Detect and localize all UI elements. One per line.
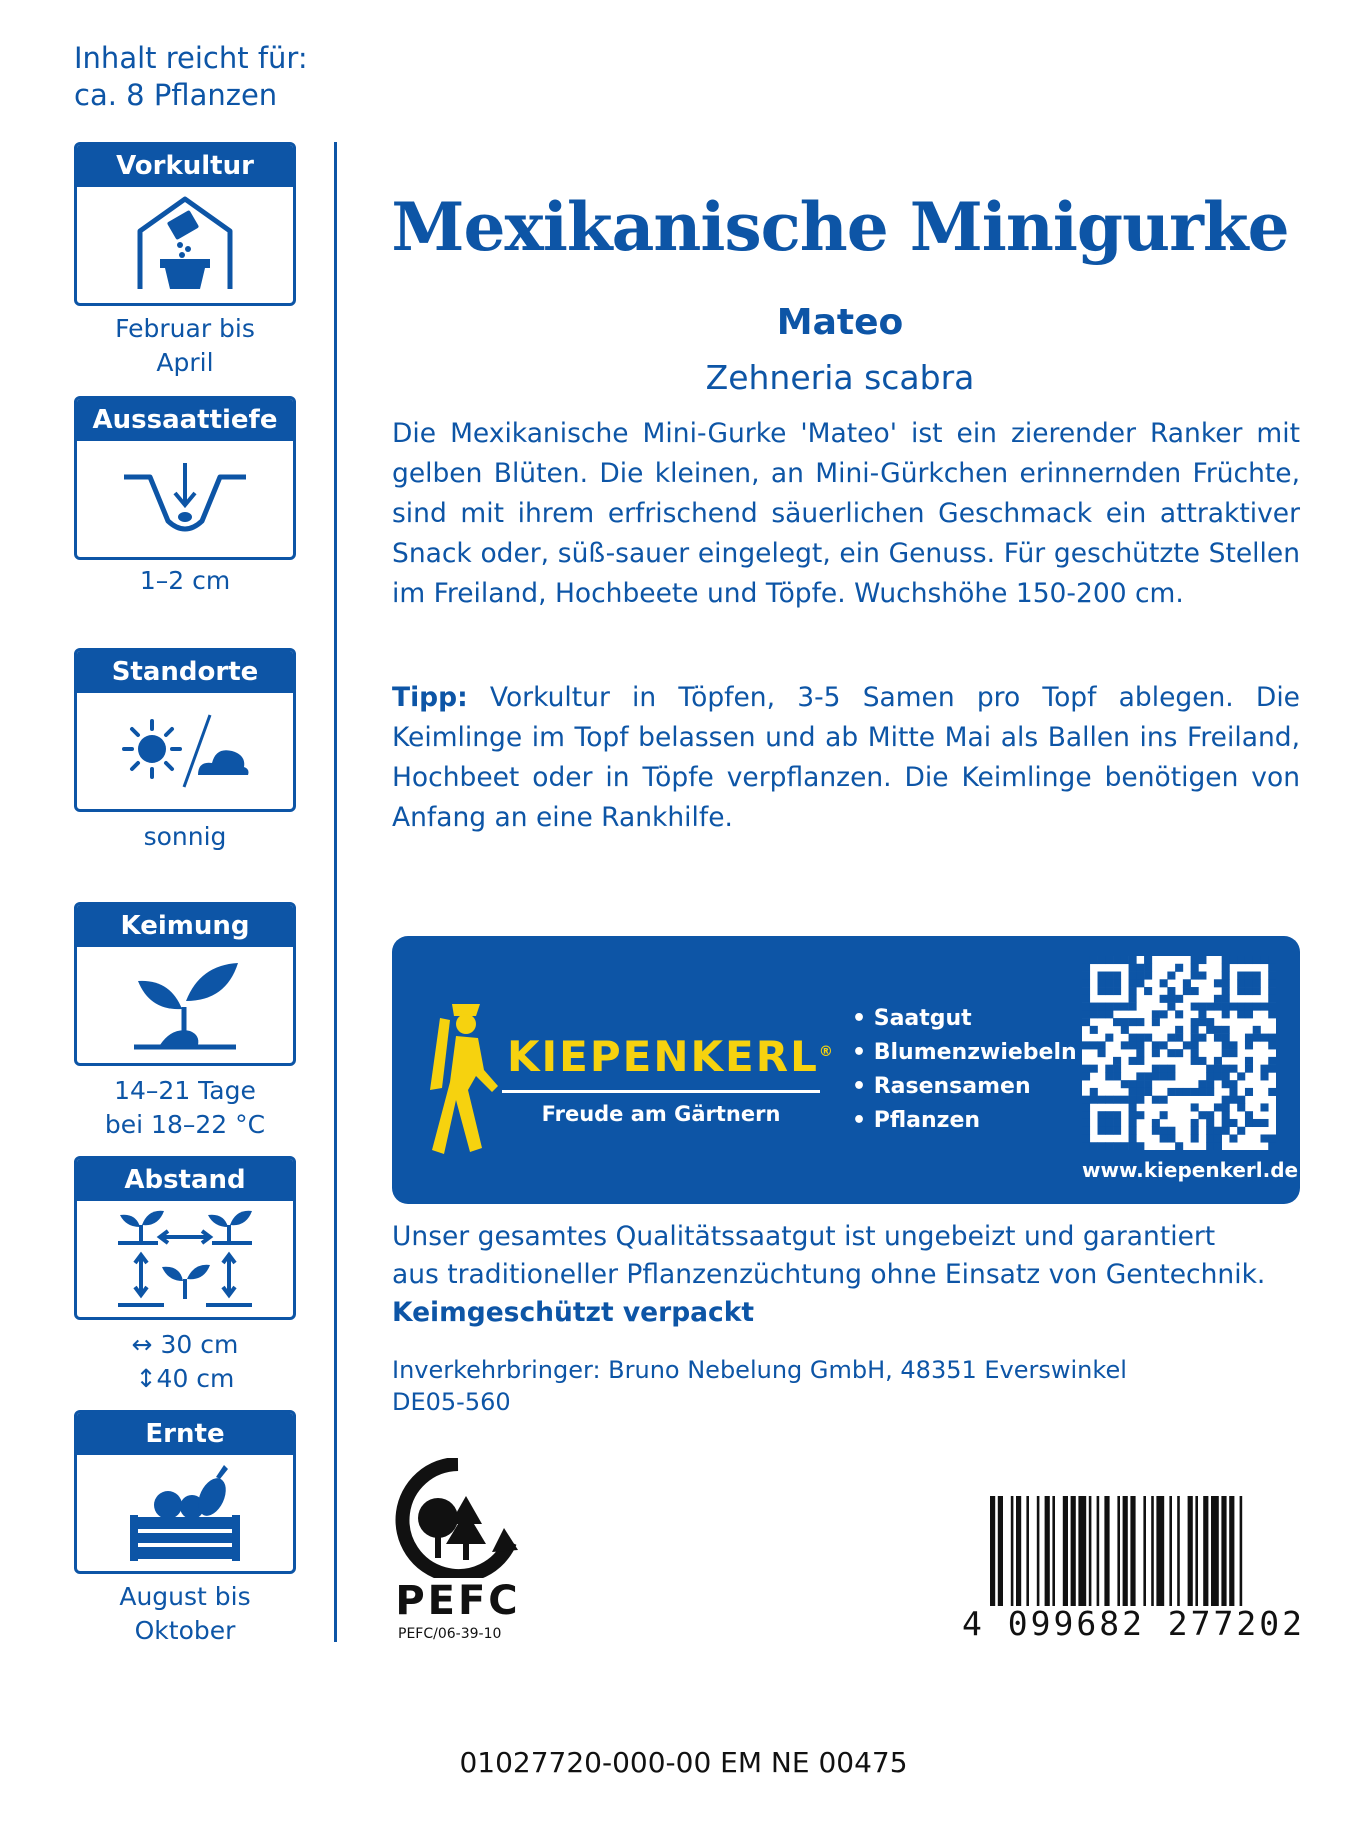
- list-item: • Pflanzen: [852, 1108, 981, 1133]
- brand-banner: [392, 936, 1300, 1204]
- card-sowing-depth: [74, 396, 296, 560]
- brand-underline: [502, 1090, 820, 1093]
- horizontal-arrow-icon: ↔: [131, 1330, 153, 1359]
- brand-name: KIEPENKERL®: [507, 1032, 835, 1081]
- list-item: • Blumenzwiebeln: [852, 1040, 1077, 1065]
- quality-statement: Unser gesamtes Qualitätssaatgut ist ungebeizt und garantiert aus traditioneller Pflanzenzüchtung ohne Einsatz von Gentechnik. Keimgeschützt verpackt: [392, 1218, 1312, 1332]
- plant-spacing-icon: [110, 1207, 260, 1311]
- product-latin-name: Zehneria scabra: [705, 358, 975, 397]
- card-title: Aussaattiefe: [77, 399, 293, 441]
- content-note-line2: ca. 8 Pflanzen: [74, 78, 278, 112]
- pefc-name: PEFC: [395, 1578, 521, 1624]
- card-pre-cultivation: [74, 142, 296, 306]
- card-caption: 14–21 Tage bei 18–22 °C: [104, 1076, 266, 1139]
- product-description: Die Mexikanische Mini-Gurke 'Mateo' ist ein zierender Ranker mit gelben Blüten. Die kleinen, an Mini-Gürkchen erinnernden Früchte, sind mit ihrem erfrischend säuerlichen Geschmack ein attraktiver Snack oder, süß-sauer eingelegt, ein Genuss. Für geschützte Stellen im Freiland, Hochbeete und Töpfe. Wuchshöhe 150-200 cm.: [392, 418, 1300, 609]
- card-title: Keimung: [77, 905, 293, 947]
- website-link[interactable]: www.kiepenkerl.de: [1082, 1158, 1299, 1182]
- distributor-info: Inverkehrbringer: Bruno Nebelung GmbH, 48351 Everswinkel DE05-560: [392, 1356, 1127, 1416]
- pefc-code: PEFC/06-39-10: [398, 1626, 502, 1642]
- sun-cloud-icon: [120, 709, 250, 793]
- card-location: [74, 648, 296, 812]
- hiker-logo-icon: [422, 998, 504, 1158]
- pefc-logo-icon: [392, 1458, 524, 1578]
- packaging-note: Keimgeschützt verpackt: [392, 1297, 755, 1328]
- vertical-arrow-icon: ↕: [135, 1364, 157, 1393]
- content-note: [74, 40, 308, 114]
- card-caption: ↔ 30 cm ↕40 cm: [131, 1330, 239, 1393]
- card-harvest: [74, 1410, 296, 1574]
- card-caption: August bis Oktober: [119, 1582, 251, 1645]
- article-number: 01027720-000-00 EM NE 00475: [459, 1746, 908, 1779]
- list-item: • Saatgut: [852, 1006, 972, 1031]
- card-title: Standorte: [77, 651, 293, 693]
- content-note-line1: Inhalt reicht für:: [74, 41, 308, 75]
- card-title: Ernte: [77, 1413, 293, 1455]
- harvest-crate-icon: [120, 1463, 250, 1563]
- card-spacing: [74, 1156, 296, 1320]
- card-title: Vorkultur: [77, 145, 293, 187]
- tip-text: Vorkultur in Töpfen, 3-5 Samen pro Topf ablegen. Die Keimlinge im Topf belassen und ab Mitte Mai als Ballen ins Freiland, Hochbeet oder in Töpfe verpflanzen. Die Keimlinge benötigen von Anfang an eine Rankhilfe.: [392, 682, 1300, 833]
- barcode-icon: [990, 1496, 1300, 1606]
- card-germination: [74, 902, 296, 1066]
- greenhouse-sowing-icon: [130, 193, 240, 297]
- product-variety: Mateo: [776, 302, 904, 343]
- card-caption: 1–2 cm: [139, 566, 231, 595]
- card-title: Abstand: [77, 1159, 293, 1201]
- product-title: Mexikanische Minigurke: [391, 188, 1289, 266]
- brand-slogan: Freude am Gärtnern: [541, 1102, 781, 1126]
- cultivation-tip: [392, 678, 1300, 838]
- registered-mark: ®: [818, 1044, 835, 1060]
- barcode-number: 4 099682 277202: [962, 1604, 1306, 1643]
- card-caption: sonnig: [143, 822, 227, 851]
- qr-code-icon[interactable]: [1082, 956, 1276, 1150]
- list-item: • Rasensamen: [852, 1074, 1031, 1099]
- sidebar-divider: [334, 142, 337, 1642]
- seedling-icon: [120, 957, 250, 1053]
- card-caption: Februar bis April: [115, 314, 255, 377]
- product-category-list: [852, 1002, 1077, 1138]
- sowing-depth-icon: [120, 459, 250, 539]
- tip-label: Tipp:: [392, 682, 468, 713]
